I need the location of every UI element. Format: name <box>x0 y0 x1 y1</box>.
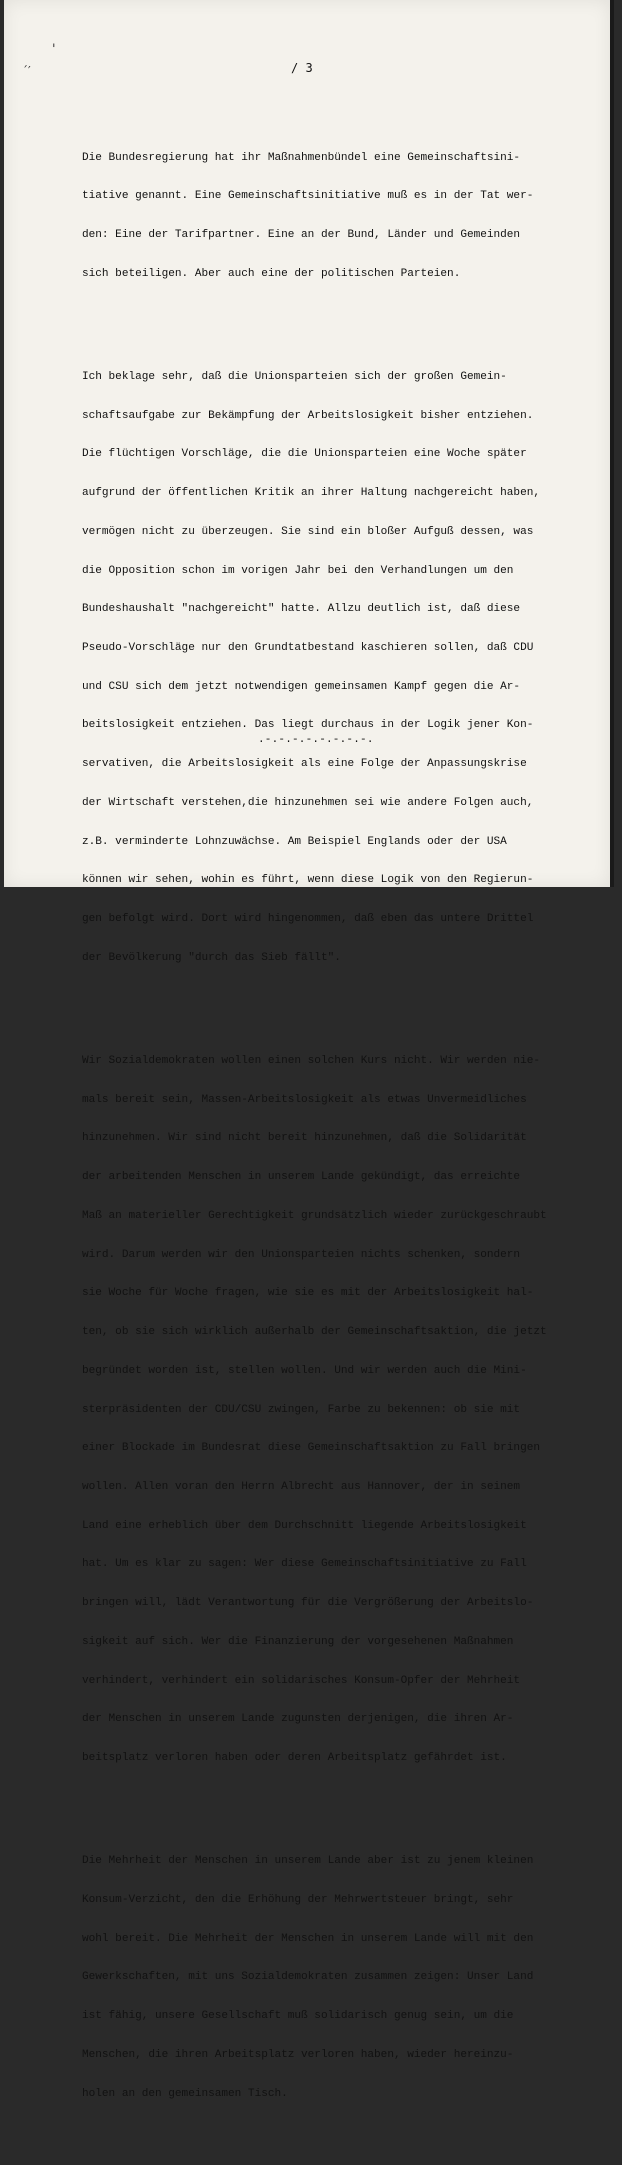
text-line: tiative genannt. Eine Gemeinschaftsinitiative muß es in der Tat wer- <box>82 190 534 203</box>
text-line: Wir Sozialdemokraten wollen einen solchen Kurs nicht. Wir werden nie- <box>82 1055 540 1068</box>
text-line: und CSU sich dem jetzt notwendigen gemeinsamen Kampf gegen die Ar- <box>82 680 521 693</box>
text-line: vermögen nicht zu überzeugen. Sie sind ein bloßer Aufguß dessen, was <box>82 525 534 538</box>
text-line: wohl bereit. Die Mehrheit der Menschen in unserem Lande will mit den <box>82 1932 534 1945</box>
text-line: sigkeit auf sich. Wer die Finanzierung der vorgesehenen Maßnahmen <box>82 1635 514 1648</box>
text-line: servativen, die Arbeitslosigkeit als eine Folge der Anpassungskrise <box>82 758 527 771</box>
text-line: sich beteiligen. Aber auch eine der politischen Parteien. <box>82 267 461 280</box>
page-number: / 3 <box>291 61 313 75</box>
text-line: Gewerkschaften, mit uns Sozialdemokraten zusammen zeigen: Unser Land <box>82 1971 534 1984</box>
body-text <box>82 100 622 2165</box>
paragraph-4 <box>82 1829 622 2126</box>
text-line: Maß an materieller Gerechtigkeit grundsätzlich wieder zurückgeschraubt <box>82 1209 547 1222</box>
text-line: wird. Darum werden wir den Unionsparteien nichts schenken, sondern <box>82 1248 521 1261</box>
text-line: gen befolgt wird. Dort wird hingenommen, daß eben das untere Drittel <box>82 913 534 926</box>
text-line: wollen. Allen voran den Herrn Albrecht aus Hannover, der in seinem <box>82 1480 521 1493</box>
text-line: sie Woche für Woche fragen, wie sie es mit der Arbeitslosigkeit hal- <box>82 1287 534 1300</box>
text-line: beitsplatz verloren haben oder deren Arbeitsplatz gefährdet ist. <box>82 1751 507 1764</box>
paragraph-3 <box>82 1029 622 1790</box>
text-line: verhindert, verhindert ein solidarisches Konsum-Opfer der Mehrheit <box>82 1674 521 1687</box>
text-line: ten, ob sie sich wirklich außerhalb der Gemeinschaftsaktion, die jetzt <box>82 1326 547 1339</box>
text-line: Land eine erheblich über dem Durchschnitt liegende Arbeitslosigkeit <box>82 1519 527 1532</box>
text-line: Die flüchtigen Vorschläge, die die Unionsparteien eine Woche später <box>82 448 527 461</box>
text-line: Ich beklage sehr, daß die Unionsparteien sich der großen Gemein- <box>82 371 507 384</box>
text-line: den: Eine der Tarifpartner. Eine an der Bund, Länder und Gemeinden <box>82 229 521 242</box>
section-separator: .-.-.-.-.-.-.-.-. <box>258 734 374 746</box>
text-line: Menschen, die ihren Arbeitsplatz verloren haben, wieder hereinzu- <box>82 2048 514 2061</box>
paragraph-2 <box>82 345 622 990</box>
text-line: der arbeitenden Menschen in unserem Lande gekündigt, das erreichte <box>82 1171 521 1184</box>
text-line: sterpräsidenten der CDU/CSU zwingen, Farbe zu bekennen: ob sie mit <box>82 1403 521 1416</box>
text-line: können wir sehen, wohin es führt, wenn diese Logik von den Regierun- <box>82 874 534 887</box>
text-line: holen an den gemeinsamen Tisch. <box>82 2087 288 2100</box>
text-line: Die Bundesregierung hat ihr Maßnahmenbündel eine Gemeinschaftsini- <box>82 151 521 164</box>
text-line: aufgrund der öffentlichen Kritik an ihrer Haltung nachgereicht haben, <box>82 487 540 500</box>
document-page <box>4 0 610 2100</box>
paragraph-1 <box>82 126 622 307</box>
text-line: der Wirtschaft verstehen,die hinzunehmen sei wie andere Folgen auch, <box>82 796 534 809</box>
text-line: mals bereit sein, Massen-Arbeitslosigkeit als etwas Unvermeidliches <box>82 1093 527 1106</box>
margin-mark: ´′ <box>22 64 31 78</box>
text-line: ist fähig, unsere Gesellschaft muß solidarisch genug sein, um die <box>82 2010 514 2023</box>
text-line: der Bevölkerung "durch das Sieb fällt". <box>82 951 341 964</box>
text-line: hinzunehmen. Wir sind nicht bereit hinzunehmen, daß die Solidarität <box>82 1132 527 1145</box>
text-line: bringen will, lädt Verantwortung für die Vergrößerung der Arbeitslo- <box>82 1597 534 1610</box>
margin-mark: ' <box>52 42 56 57</box>
text-line: schaftsaufgabe zur Bekämpfung der Arbeitslosigkeit bisher entziehen. <box>82 409 534 422</box>
text-line: Konsum-Verzicht, den die Erhöhung der Mehrwertsteuer bringt, sehr <box>82 1893 514 1906</box>
scan-edge <box>610 0 614 887</box>
text-line: hat. Um es klar zu sagen: Wer diese Gemeinschaftsinitiative zu Fall <box>82 1558 527 1571</box>
text-line: Bundeshaushalt "nachgereicht" hatte. Allzu deutlich ist, daß diese <box>82 603 521 616</box>
text-line: die Opposition schon im vorigen Jahr bei den Verhandlungen um den <box>82 564 514 577</box>
text-line: einer Blockade im Bundesrat diese Gemeinschaftsaktion zu Fall bringen <box>82 1442 540 1455</box>
text-line: beitslosigkeit entziehen. Das liegt durchaus in der Logik jener Kon- <box>82 719 534 732</box>
text-line: der Menschen in unserem Lande zugunsten derjenigen, die ihren Ar- <box>82 1713 514 1726</box>
text-line: begründet worden ist, stellen wollen. Und wir werden auch die Mini- <box>82 1364 527 1377</box>
text-line: z.B. verminderte Lohnzuwächse. Am Beispiel Englands oder der USA <box>82 835 507 848</box>
text-line: Die Mehrheit der Menschen in unserem Lande aber ist zu jenem kleinen <box>82 1855 534 1868</box>
text-line: Pseudo-Vorschläge nur den Grundtatbestand kaschieren sollen, daß CDU <box>82 642 534 655</box>
